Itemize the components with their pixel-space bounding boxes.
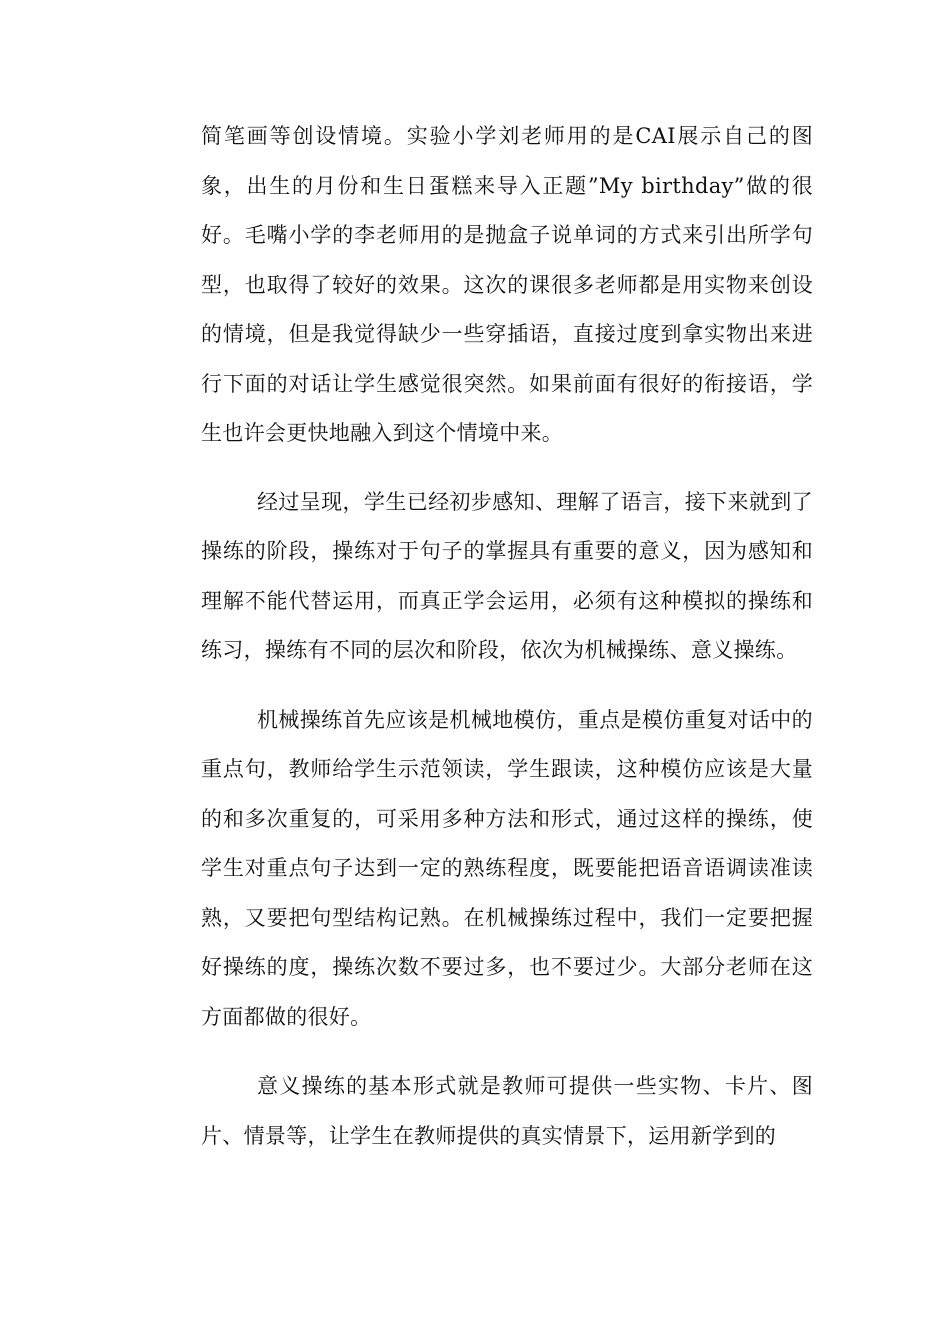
paragraph-4: 意义操练的基本形式就是教师可提供一些实物、卡片、图片、情景等，让学生在教师提供的真实情景下，运用新学到的	[201, 1074, 813, 1148]
paragraph-3: 机械操练首先应该是机械地模仿，重点是模仿重复对话中的重点句，教师给学生示范领读，学生跟读，这种模仿应该是大量的和多次重复的，可采用多种方法和形式，通过这样的操练，使学生对重点句子达到一定的熟练程度，既要能把语音语调读准读熟，又要把句型结构记熟。在机械操练过程中，我们一定要把握好操练的度，操练次数不要过多，也不要过少。大部分老师在这方面都做的很好。	[201, 707, 813, 1029]
paragraph-2: 经过呈现，学生已经初步感知、理解了语言，接下来就到了操练的阶段，操练对于句子的掌握具有重要的意义，因为感知和理解不能代替运用，而真正学会运用，必须有这种模拟的操练和练习，操练有不同的层次和阶段，依次为机械操练、意义操练。	[201, 489, 813, 662]
paragraph-1: 简笔画等创设情境。实验小学刘老师用的是CAI展示自己的图象，出生的月份和生日蛋糕来导入正题”My birthday”做的很好。毛嘴小学的李老师用的是抛盒子说单词的方式来引出所学句型，也取得了较好的效果。这次的课很多老师都是用实物来创设的情境，但是我觉得缺少一些穿插语，直接过度到拿实物出来进行下面的对话让学生感觉很突然。如果前面有很好的衔接语，学生也许会更快地融入到这个情境中来。	[201, 124, 813, 445]
document-body	[201, 112, 813, 1161]
